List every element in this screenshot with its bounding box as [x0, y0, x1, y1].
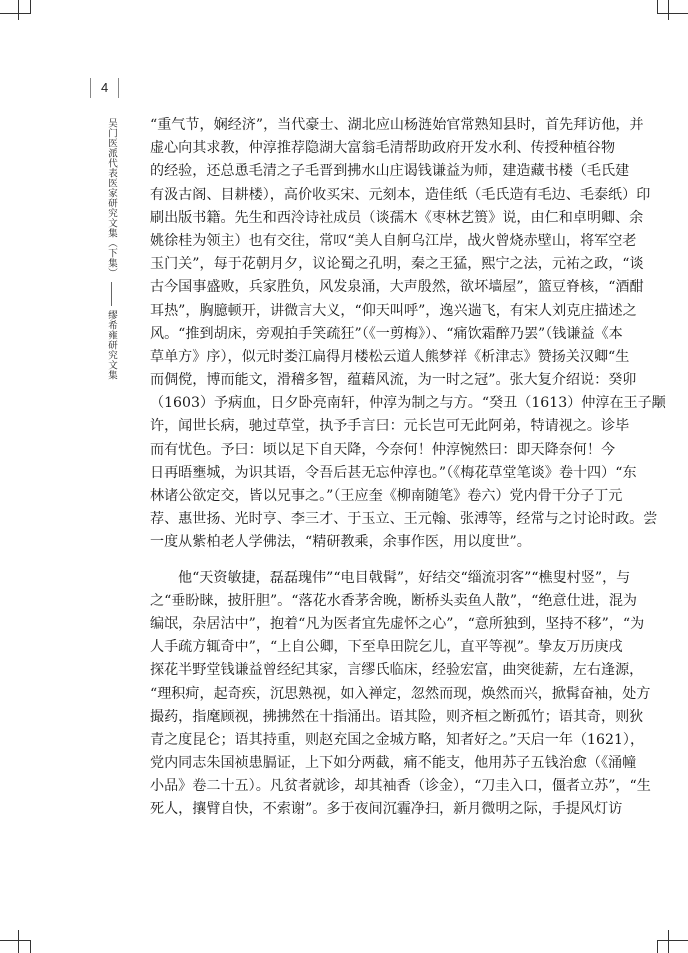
text-line: 日再晤壅城，为识其语，令吾后甚无忘仲淳也。”（《梅花草堂笔谈》卷十四）“东: [150, 464, 637, 481]
text-line: 的经验，还总恿毛清之子毛晋到拂水山庄谒钱谦益为师，建造藏书楼（毛氏建: [150, 163, 630, 180]
text-line: 而有忧色。予曰：顷以足下自天降，今奈何！仲淳惋然曰：即天降奈何！今: [150, 441, 616, 458]
text-line: 虚心向其求教，仲淳推荐隐湖大富翁毛清帮助政府开发水利、传授种植谷物: [150, 140, 616, 157]
running-title: [98, 118, 116, 380]
text-line: 撮药，指麾顾视，拂拂然在十指涌出。语其险，则齐桓之断孤竹；语其奇，则狄: [150, 708, 644, 725]
text-line: 刷出版书籍。先生和西泠诗社成员（谈孺木《枣林艺篑》说，由仁和卓明卿、余: [150, 209, 644, 226]
text-line: 党内同志朱国祯患膈证，上下如分两截，痛不能支，他用苏子五钱治愈（《涌幢: [150, 755, 637, 772]
text-line: 林诸公欲定交，皆以兄事之。”（王应奎《柳南随笔》卷六）党内骨干分子丁元: [150, 488, 623, 504]
text-line: 小品》卷二十五）。凡贫者就诊，却其袖香（诊金），“刀圭入口，僵者立苏”，“生: [150, 778, 651, 795]
text-line: 他“天资敏捷，磊磊瑰伟”“电目戟髯”，好结交“缁流羽客”“樵叟村竖”，与: [178, 569, 631, 586]
crop-mark-bottom-left-v: [18, 930, 19, 953]
body-text: [150, 114, 666, 822]
text-line: “重气节，娴经济”，当代豪士、湖北应山杨涟始官常熟知县时，首先拜访他，并: [150, 117, 644, 133]
crop-mark-top-right-h: [658, 13, 688, 14]
text-line: 一度从紫柏老人学佛法，“精研教乘，余事作医，用以度世”。: [150, 534, 531, 551]
text-line: 姚徐桂为领主）也有交往，常叹“美人自舸乌江岸，战火曾烧赤壁山，将军空老: [150, 232, 637, 249]
text-line: 风。“推到胡床，旁观拍手笑疏狂”（《一剪梅》）、“痛饮霜醉乃罢”（钱谦益《本: [150, 325, 623, 342]
crop-mark-bottom-left-h: [0, 940, 30, 941]
text-line: 古今国事盛败，兵家胜负，风发泉涌，大声殷然，欲坏墙屋”，篮豆脊核，“酒酣: [150, 279, 644, 296]
text-line: （1603）予病血，日夕卧亮南轩，仲淳为制之与方。“癸丑（1613）仲淳在王子颙: [150, 395, 666, 412]
text-line: 而倜傥，博而能文，滑稽多智，蕴藉风流，为一时之冠”。张大复介绍说：癸卯: [150, 372, 637, 389]
text-line: 之“垂盼睐，披肝胆”。“落花水香茅舍晚，断桥头卖鱼人散”，“绝意仕进，混为: [150, 592, 638, 609]
text-line: 草单方》序），似元时娄江扁得月楼松云道人熊梦祥《析津志》赞扬关汉卿“生: [150, 348, 630, 365]
crop-mark-bottom-right-h: [658, 940, 688, 941]
crop-mark-top-right-v2: [657, 0, 658, 14]
text-line: 许，闻世长病，驰过草堂，执予手言曰：元长岂可无此阿弟，特请视之。诊毕: [150, 418, 630, 435]
crop-mark-bottom-right-v: [668, 930, 669, 953]
crop-mark-top-right-v: [668, 0, 669, 20]
running-title-volume: 缪希雍研究文集: [106, 310, 117, 380]
running-title-series: 吴门医派代表医家研究文集（下集）: [106, 118, 117, 278]
text-line: 编氓，杂居沽中”，抱着“凡为医者宜先虚怀之心”，“意所独到，坚持不移”，“为: [150, 615, 645, 632]
crop-mark-top-left-h: [0, 13, 30, 14]
text-line: “理积疴，起奇疾，沉思熟视，如入禅定，忽然而现，焕然而兴，掀髯奋袖，处方: [150, 685, 651, 702]
page-number-rule-left: [90, 78, 91, 98]
page-number-rule-right: [118, 78, 119, 98]
crop-mark-top-left-v: [18, 0, 19, 20]
text-line: 玉门关”，每于花朝月夕，议论蜀之孔明，秦之王猛，熙宁之法，元祐之政，“谈: [150, 256, 644, 273]
text-line: 荐、惠世扬、光时亨、李三才、于玉立、王元翰、张溥等，经常与之讨论时政。尝: [150, 511, 658, 528]
text-line: 耳热”，胸臆顿开，讲微言大义，“仰天叫呼”，逸兴遄飞，有宋人刘克庄描述之: [150, 302, 637, 319]
text-line: 探花半野堂钱谦益曾经纪其家，言缪氏临床，经验宏富，曲突徙薪，左右逢源，: [150, 662, 644, 679]
crop-mark-bottom-left-v2: [30, 940, 31, 953]
page-number: 4: [101, 80, 109, 95]
running-title-separator: [111, 282, 112, 306]
crop-mark-top-left-v2: [30, 0, 31, 14]
text-line: 青之度昆仑；语其持重，则赵充国之金城方略，知者好之。”天启一年（1621），: [150, 731, 645, 748]
crop-mark-bottom-right-v2: [657, 940, 658, 953]
text-line: 有汲古阁、目耕楼），高价收买宋、元刻本，造佳纸（毛氏造有毛边、毛泰纸）印: [150, 186, 651, 203]
paragraph-gap: [150, 555, 580, 567]
text-line: 人手疏方辄奇中”，“上自公卿，下至阜田院乞儿，直平等视”。挚友万历庚戌: [150, 639, 623, 656]
text-line: 死人，攘臂自快，不索谢”。多于夜间沉霾净扫，新月微明之际，手提风灯访: [150, 801, 623, 818]
